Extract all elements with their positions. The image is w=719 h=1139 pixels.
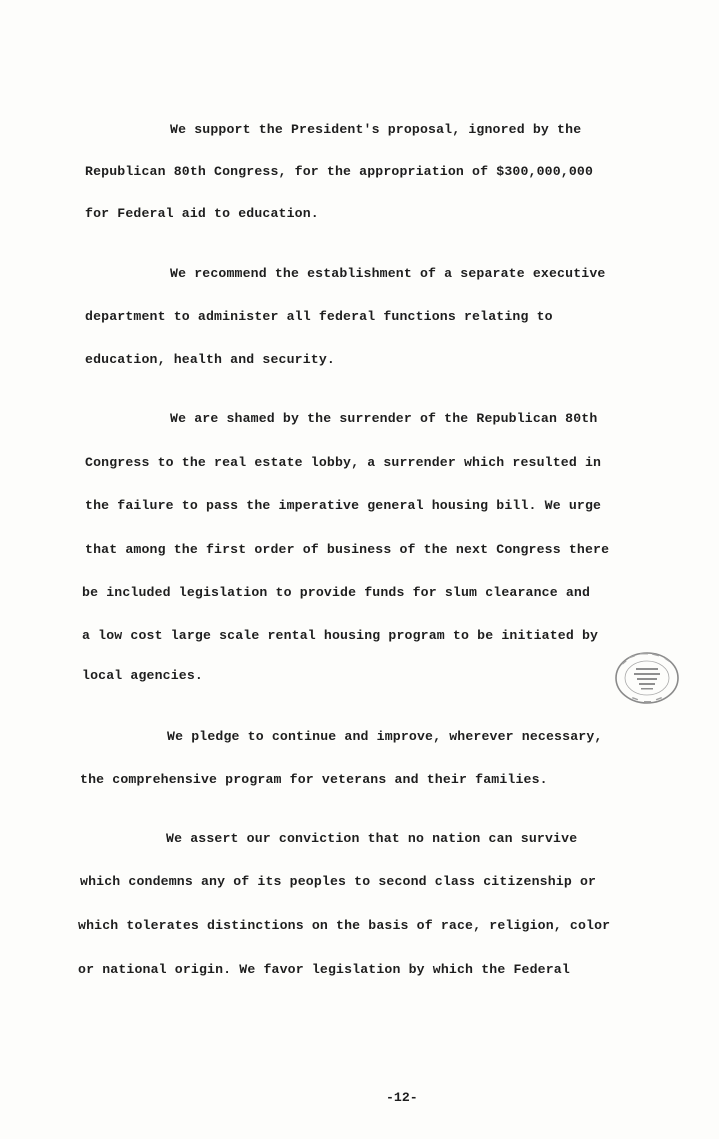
paragraph-line: a low cost large scale rental housing program to be initiated by — [82, 628, 599, 643]
archive-stamp-icon — [612, 650, 682, 706]
paragraph-line: the comprehensive program for veterans and their families. — [80, 772, 548, 787]
paragraph-line: Congress to the real estate lobby, a surrender which resulted in — [85, 455, 602, 470]
paragraph-line: We are shamed by the surrender of the Republican 80th — [170, 411, 598, 426]
paragraph-line: for Federal aid to education. — [85, 206, 319, 221]
paragraph-line: be included legislation to provide funds for slum clearance and — [82, 585, 591, 600]
paragraph-line: which tolerates distinctions on the basis of race, religion, color — [78, 918, 611, 933]
page-number: -12- — [386, 1090, 418, 1105]
paragraph-line: We assert our conviction that no nation can survive — [166, 831, 578, 846]
paragraph-line: local agencies. — [82, 668, 203, 683]
paragraph-line: which condemns any of its peoples to second class citizenship or — [80, 874, 597, 889]
paragraph-line: Republican 80th Congress, for the appropriation of $300,000,000 — [85, 164, 594, 179]
paragraph-line: We pledge to continue and improve, wherever necessary, — [167, 729, 603, 744]
paragraph-line: We support the President's proposal, ignored by the — [170, 122, 582, 137]
paragraph-line: education, health and security. — [85, 352, 335, 367]
paragraph-line: that among the first order of business of the next Congress there — [85, 542, 610, 557]
paragraph-line: or national origin. We favor legislation by which the Federal — [78, 962, 570, 977]
paragraph-line: the failure to pass the imperative general housing bill. We urge — [85, 498, 602, 513]
paragraph-line: We recommend the establishment of a separate executive — [170, 266, 606, 281]
paragraph-line: department to administer all federal functions relating to — [85, 309, 553, 324]
